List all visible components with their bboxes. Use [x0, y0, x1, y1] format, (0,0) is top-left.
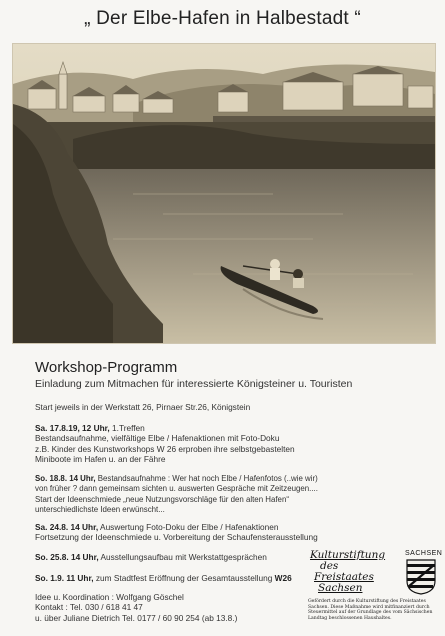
session-1-date: Sa. 17.8.19, 12 Uhr, [35, 423, 110, 433]
session-1-line-1: Bestandsaufnahme, vielfältige Elbe / Hafenaktionen mit Foto-Doku [35, 433, 280, 444]
session-5-venue: W26 [274, 573, 292, 583]
program-heading: Workshop-Programm [35, 359, 178, 376]
photo-illustration [13, 44, 435, 343]
contact-block [35, 592, 237, 623]
program-subtitle: Einladung zum Mitmachen für interessierte Königsteiner u. Touristen [35, 378, 353, 390]
session-2-line-2: Start der Ideenschmiede „neue Nutzungsvorschläge für den alten Hafen“ [35, 494, 289, 504]
session-2-line-1: von früher ? dann gemeinsam sichten u. auswerten Gespräche mit Zeitzeugen.... [35, 484, 318, 494]
session-3 [35, 522, 318, 543]
session-1-line-3: Miniboote im Hafen u. an der Fähre [35, 453, 166, 464]
session-2-line-3: unterschiedlichste Ideen erwünscht... [35, 504, 165, 514]
poster-title: „ Der Elbe-Hafen in Halbestadt “ [84, 8, 361, 29]
session-5-title: zum Stadtfest Eröffnung der Gesamtausstellung [93, 573, 275, 583]
contact-phone: Kontakt : Tel. 030 / 618 41 47 [35, 602, 143, 613]
session-4 [35, 552, 267, 562]
kulturstiftung-logo: Kulturstiftung des Freistaates Sachsen [310, 549, 386, 594]
session-2-date: So. 18.8. 14 Uhr, [35, 474, 96, 483]
session-3-line-1: Fortsetzung der Ideenschmiede u. Vorbereitung der Schaufensterausstellung [35, 532, 318, 543]
contact-coordination: Idee u. Koordination : Wolfgang Göschel [35, 592, 184, 602]
historic-photo-elbe-harbour [13, 44, 435, 343]
session-1-title: 1.Treffen [109, 423, 145, 433]
session-3-date: Sa. 24.8. 14 Uhr, [35, 522, 99, 532]
session-3-title: Auswertung Foto-Doku der Elbe / Hafenaktionen [98, 522, 279, 532]
session-5-date: So. 1.9. 11 Uhr, [35, 573, 94, 583]
contact-second-phone: u. über Juliane Dietrich Tel. 0177 / 60 90 254 (ab 13.8.) [35, 612, 238, 623]
start-location-text: Start jeweils in der Werkstatt 26, Pirnaer Str.26, Königstein [35, 402, 251, 412]
session-2-title: Bestandsaufnahme : Wer hat noch Elbe / Hafenfotos (..wie wir) [95, 474, 318, 483]
funding-note: Gefördert durch die Kulturstiftung des Freistaates Sachsen. Diese Maßnahme wird mitfinanziert durch Steuermittel auf der Grundlage des vom Sächsischen Landtag beschlossenen Haushaltes. [308, 599, 433, 621]
session-2 [35, 474, 318, 515]
start-location [35, 402, 250, 412]
session-5 [35, 573, 292, 583]
sponsor-logos [304, 548, 443, 633]
session-1 [35, 423, 295, 464]
sachsen-coat-of-arms-icon [406, 559, 436, 595]
sachsen-label: SACHSEN [405, 550, 443, 557]
session-1-line-2: z.B. Kinder des Kunstworkshops W 26 erproben ihre selbstgebastelten [35, 443, 295, 454]
session-4-title: Ausstellungsaufbau mit Werkstattgesprächen [98, 552, 267, 562]
session-4-date: So. 25.8. 14 Uhr, [35, 552, 99, 562]
